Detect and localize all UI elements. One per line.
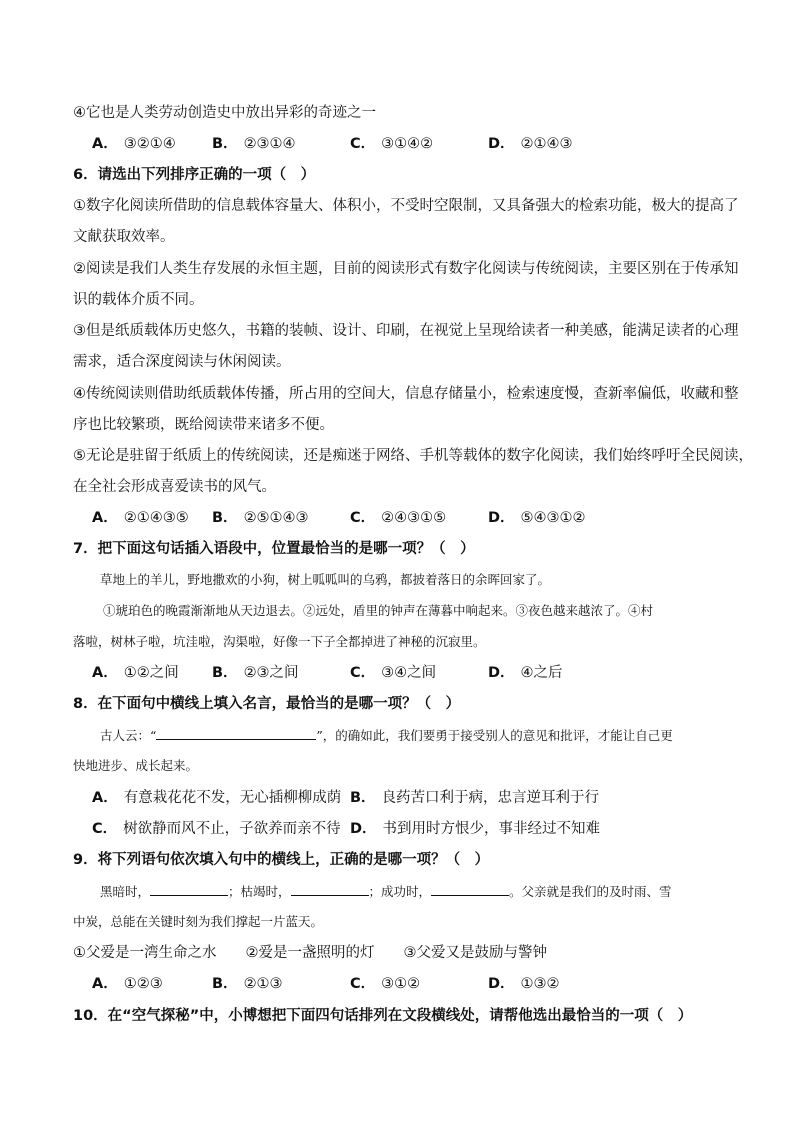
answer-blank[interactable]: [156, 725, 316, 740]
q6-line: ①数字化阅读所借助的信息载体容量大、体积小，不受时空限制，又具备强大的检索功能，极大的提高了: [73, 198, 739, 214]
q8-option-c[interactable]: C． 树欲静而风不止，子欲养而亲不待: [92, 821, 341, 837]
q6-option-d[interactable]: D． ⑤④③①②: [488, 510, 586, 526]
q7-option-b[interactable]: B． ②③之间: [212, 665, 299, 681]
q6-option-c[interactable]: C． ②④③①⑤: [350, 510, 447, 526]
q9-option-a[interactable]: A． ①②③: [92, 976, 163, 992]
q7-passage: 落啦，树林子啦，坑洼啦，沟渠啦，好像一下子全都掉进了神秘的沉寂里。: [73, 634, 486, 649]
q5-option-d[interactable]: D． ②①④③: [488, 136, 573, 152]
q6-option-b[interactable]: B． ②⑤①④③: [212, 510, 309, 526]
q7-quote: 草地上的羊儿，野地撒欢的小狗，树上呱呱叫的乌鸦，都披着落日的余晖回家了。: [100, 572, 551, 587]
q7-option-c[interactable]: C． ③④之间: [350, 665, 437, 681]
q9-quote-cont: 中炭，总能在关键时刻为我们撑起一片蓝天。: [73, 914, 324, 929]
q6-line: ⑤无论是驻留于纸质上的传统阅读，还是痴迷于网络、手机等载体的数字化阅读，我们始终呼吁全民阅读，: [73, 448, 753, 464]
q8-option-b[interactable]: B． 良药苦口利于病，忠言逆耳利于行: [350, 790, 600, 806]
q6-line: 需求，适合深度阅读与休闲阅读。: [73, 354, 291, 370]
prev-item-4: ④它也是人类劳动创造史中放出异彩的奇迹之一: [73, 105, 376, 121]
answer-blank[interactable]: [431, 881, 509, 896]
q5-option-c[interactable]: C． ③①④②: [350, 136, 434, 152]
q8-option-a[interactable]: A． 有意栽花花不发，无心插柳柳成荫: [92, 790, 342, 806]
q9-items: ①父爱是一湾生命之水 ②爱是一盏照明的灯 ③父爱又是鼓励与警钟: [73, 945, 547, 961]
q9-quote: 黑暗时， ；枯竭时， ；成功时， 。父亲就是我们的及时雨、雪: [100, 881, 672, 902]
q5-option-b[interactable]: B． ②③①④: [212, 136, 296, 152]
answer-blank[interactable]: [291, 881, 369, 896]
answer-blank[interactable]: [150, 881, 228, 896]
q6-option-a[interactable]: A． ②①④③⑤: [92, 510, 189, 526]
q8-stem: 8．在下面句中横线上填入名言，最恰当的是哪一项？（ ）: [73, 696, 461, 712]
q6-line: ②阅读是我们人类生存发展的永恒主题，目前的阅读形式有数字化阅读与传统阅读，主要区别在于传承知: [73, 261, 739, 277]
q8-option-d[interactable]: D． 书到用时方恨少，事非经过不知难: [350, 821, 601, 837]
q9-option-d[interactable]: D． ①③②: [488, 976, 560, 992]
q8-quote-cont: 快地进步、成长起来。: [73, 758, 199, 773]
q7-option-d[interactable]: D． ④之后: [488, 665, 563, 681]
q6-line: 识的载体介质不同。: [73, 292, 204, 308]
q9-option-c[interactable]: C． ③①②: [350, 976, 421, 992]
q7-passage: ①琥珀色的晚霞渐渐地从天边退去。②远处，盾里的钟声在薄暮中响起来。③夜色越来越浓了。④村: [103, 603, 654, 618]
q5-option-a[interactable]: A． ③②①④: [92, 136, 176, 152]
q10-stem: 10．在“空气探秘”中，小博想把下面四句话排列在文段横线处，请帮他选出最恰当的一项（ ）: [73, 1008, 693, 1024]
q9-stem: 9．将下列语句依次填入句中的横线上，正确的是哪一项？（ ）: [73, 852, 490, 868]
q6-line: ③但是纸质载体历史悠久，书籍的装帧、设计、印刷，在视觉上呈现给读者一种美感，能满足读者的心理: [73, 323, 739, 339]
q6-line: ④传统阅读则借助纸质载体传播，所占用的空间大，信息存储量小，检索速度慢，查新率偏低，收藏和整: [73, 386, 739, 402]
q6-line: 序也比较繁琐，既给阅读带来诸多不便。: [73, 417, 334, 433]
q7-stem: 7．把下面这句话插入语段中，位置最恰当的是哪一项？（ ）: [73, 541, 475, 557]
q6-stem: 6．请选出下列排序正确的一项（ ）: [73, 167, 316, 183]
q9-option-b[interactable]: B． ②①③: [212, 976, 283, 992]
q6-line: 文献获取效率。: [73, 229, 175, 245]
q7-option-a[interactable]: A． ①②之间: [92, 665, 179, 681]
q8-quote: 古人云：“ ”，的确如此，我们要勇于接受别人的意见和批评，才能让自己更: [100, 725, 673, 746]
q6-line: 在全社会形成喜爱读书的风气。: [73, 479, 276, 495]
